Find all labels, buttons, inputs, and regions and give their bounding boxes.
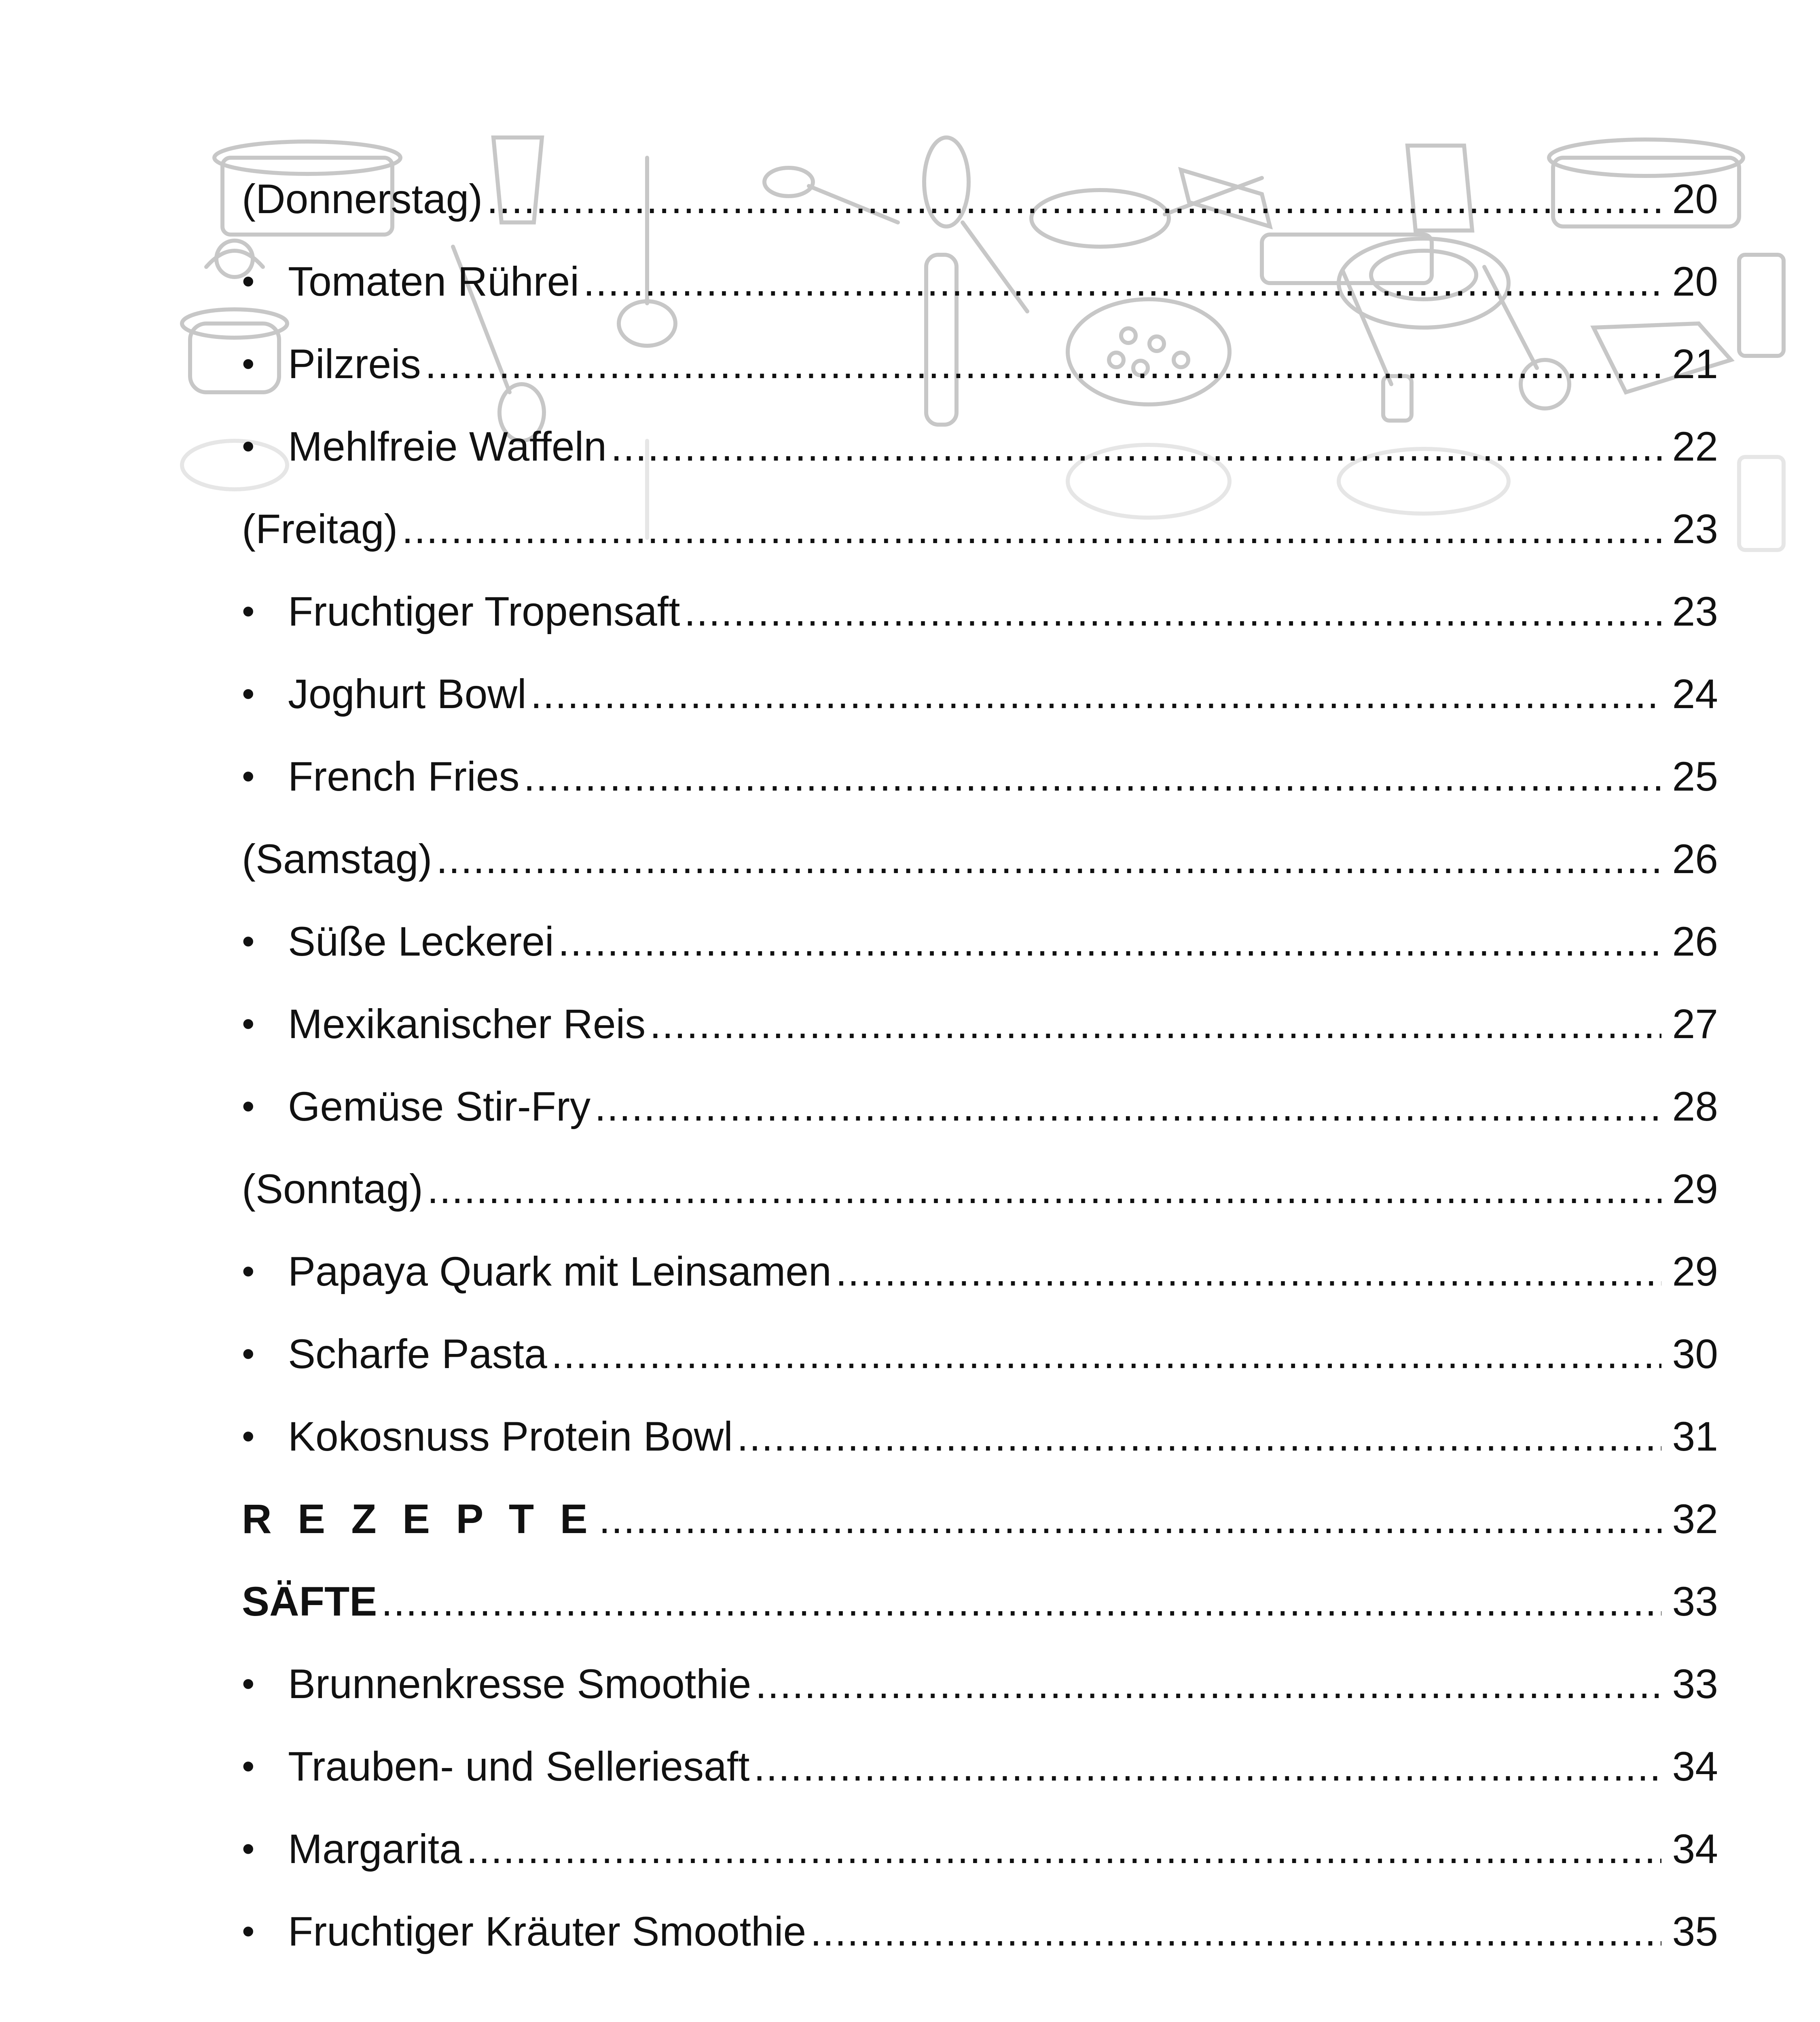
bullet-icon: • xyxy=(242,1004,255,1044)
toc-entry-recipe[interactable] xyxy=(242,1395,1718,1478)
toc-entry-left xyxy=(242,158,1661,240)
toc-entry-left xyxy=(242,735,1661,818)
bullet-icon: • xyxy=(242,756,255,797)
toc-entry-page-number: 33 xyxy=(1672,1578,1718,1624)
toc-entry-page-number: 33 xyxy=(1672,1661,1718,1707)
toc-entry-page-number: 25 xyxy=(1672,753,1718,799)
dot-leader xyxy=(487,158,1661,240)
toc-entry-recipe[interactable] xyxy=(242,900,1718,983)
toc-entry-left xyxy=(242,1148,1661,1230)
toc-entry-page-number: 34 xyxy=(1672,1826,1718,1872)
toc-entry-heading[interactable] xyxy=(242,488,1718,570)
dot-leader xyxy=(755,1643,1661,1725)
dot-leader xyxy=(836,1230,1661,1313)
bullet-icon: • xyxy=(242,1416,255,1457)
toc-entry-page-number: 22 xyxy=(1672,423,1718,470)
dot-leader xyxy=(583,240,1661,323)
toc-entry-heading[interactable] xyxy=(242,1478,1718,1560)
dot-leader xyxy=(381,1560,1661,1643)
toc-entry-title: Trauben- und Selleriesaft xyxy=(288,1743,750,1789)
bullet-icon: • xyxy=(242,674,255,714)
toc-entry-page-number: 20 xyxy=(1672,258,1718,305)
toc-entry-recipe[interactable] xyxy=(242,240,1718,323)
toc-entry-title: (Donnerstag) xyxy=(242,176,483,222)
bullet-icon: • xyxy=(242,1829,255,1869)
toc-entry-recipe[interactable] xyxy=(242,570,1718,653)
toc-entry-left xyxy=(242,1643,1661,1725)
dot-leader xyxy=(523,735,1661,818)
toc-entry-recipe[interactable] xyxy=(242,1065,1718,1148)
table-of-contents xyxy=(242,158,1718,1973)
toc-entry-page-number: 31 xyxy=(1672,1413,1718,1459)
toc-entry-left xyxy=(242,570,1661,653)
toc-entry-left xyxy=(242,240,1661,323)
dot-leader xyxy=(531,653,1661,735)
toc-entry-title: Joghurt Bowl xyxy=(288,671,527,717)
dot-leader xyxy=(754,1725,1661,1808)
toc-entry-left xyxy=(242,488,1661,570)
bullet-icon: • xyxy=(242,1911,255,1952)
toc-entry-title: Scharfe Pasta xyxy=(288,1331,547,1377)
toc-entry-page-number: 34 xyxy=(1672,1743,1718,1789)
toc-entry-title: Brunnenkresse Smoothie xyxy=(288,1661,751,1707)
toc-entry-recipe[interactable] xyxy=(242,735,1718,818)
toc-entry-recipe[interactable] xyxy=(242,405,1718,488)
toc-entry-left xyxy=(242,983,1661,1065)
dot-leader xyxy=(427,1148,1661,1230)
dot-leader xyxy=(684,570,1661,653)
bullet-icon: • xyxy=(242,921,255,962)
toc-entry-title: Kokosnuss Protein Bowl xyxy=(288,1413,733,1459)
toc-entry-left xyxy=(242,1230,1661,1313)
dot-leader xyxy=(810,1890,1661,1973)
toc-entry-title: Fruchtiger Kräuter Smoothie xyxy=(288,1908,806,1954)
toc-entry-recipe[interactable] xyxy=(242,983,1718,1065)
dot-leader xyxy=(558,900,1661,983)
toc-entry-page-number: 32 xyxy=(1672,1496,1718,1542)
toc-entry-page-number: 29 xyxy=(1672,1248,1718,1294)
toc-entry-title: Papaya Quark mit Leinsamen xyxy=(288,1248,832,1294)
bullet-icon: • xyxy=(242,1664,255,1704)
toc-entry-page-number: 23 xyxy=(1672,506,1718,552)
toc-entry-page-number: 24 xyxy=(1672,671,1718,717)
toc-entry-page-number: 23 xyxy=(1672,588,1718,635)
toc-entry-recipe[interactable] xyxy=(242,323,1718,405)
toc-entry-left xyxy=(242,1560,1661,1643)
dot-leader xyxy=(595,1065,1661,1148)
toc-entry-left xyxy=(242,1725,1661,1808)
bullet-icon: • xyxy=(242,1334,255,1374)
dot-leader xyxy=(402,488,1661,570)
toc-entry-page-number: 20 xyxy=(1672,176,1718,222)
toc-entry-title: R E Z E P T E xyxy=(242,1496,595,1542)
toc-entry-title: Mexikanischer Reis xyxy=(288,1001,646,1047)
toc-entry-page-number: 35 xyxy=(1672,1908,1718,1954)
toc-entry-heading[interactable] xyxy=(242,158,1718,240)
toc-entry-recipe[interactable] xyxy=(242,653,1718,735)
toc-entry-left xyxy=(242,1065,1661,1148)
toc-entry-page-number: 26 xyxy=(1672,836,1718,882)
dot-leader xyxy=(737,1395,1661,1478)
toc-entry-recipe[interactable] xyxy=(242,1230,1718,1313)
toc-entry-recipe[interactable] xyxy=(242,1890,1718,1973)
bullet-icon: • xyxy=(242,344,255,384)
toc-entry-left xyxy=(242,1313,1661,1395)
toc-entry-page-number: 26 xyxy=(1672,918,1718,964)
toc-entry-left xyxy=(242,1395,1661,1478)
toc-entry-title: Fruchtiger Tropensaft xyxy=(288,588,680,635)
toc-entry-title: Mehlfreie Waffeln xyxy=(288,423,607,470)
toc-entry-left xyxy=(242,1808,1661,1890)
toc-entry-recipe[interactable] xyxy=(242,1313,1718,1395)
bullet-icon: • xyxy=(242,426,255,467)
toc-entry-page-number: 27 xyxy=(1672,1001,1718,1047)
bullet-icon: • xyxy=(242,1746,255,1787)
toc-entry-title: (Sonntag) xyxy=(242,1166,423,1212)
toc-entry-title: Pilzreis xyxy=(288,341,421,387)
toc-entry-title: Tomaten Rührei xyxy=(288,258,580,305)
toc-entry-title: Margarita xyxy=(288,1826,462,1872)
toc-entry-page-number: 30 xyxy=(1672,1331,1718,1377)
toc-entry-left xyxy=(242,1890,1661,1973)
toc-entry-left xyxy=(242,653,1661,735)
toc-entry-title: French Fries xyxy=(288,753,520,799)
toc-entry-heading[interactable] xyxy=(242,1148,1718,1230)
dot-leader xyxy=(611,405,1661,488)
bullet-icon: • xyxy=(242,1086,255,1127)
toc-entry-heading[interactable] xyxy=(242,818,1718,900)
dot-leader xyxy=(425,323,1661,405)
toc-entry-page-number: 29 xyxy=(1672,1166,1718,1212)
toc-entry-recipe[interactable] xyxy=(242,1643,1718,1725)
dot-leader xyxy=(650,983,1661,1065)
toc-entry-recipe[interactable] xyxy=(242,1725,1718,1808)
toc-entry-page-number: 28 xyxy=(1672,1083,1718,1129)
toc-entry-left xyxy=(242,818,1661,900)
bullet-icon: • xyxy=(242,261,255,302)
dot-leader xyxy=(551,1313,1661,1395)
toc-entry-title: (Samstag) xyxy=(242,836,432,882)
toc-entry-title: SÄFTE xyxy=(242,1578,377,1624)
toc-entry-recipe[interactable] xyxy=(242,1808,1718,1890)
toc-entry-title: Gemüse Stir-Fry xyxy=(288,1083,591,1129)
bullet-icon: • xyxy=(242,1251,255,1292)
toc-entry-title: (Freitag) xyxy=(242,506,398,552)
dot-leader xyxy=(599,1478,1661,1560)
toc-entry-title: Süße Leckerei xyxy=(288,918,554,964)
toc-entry-left xyxy=(242,405,1661,488)
toc-entry-page-number: 21 xyxy=(1672,341,1718,387)
dot-leader xyxy=(436,818,1661,900)
toc-entry-left xyxy=(242,900,1661,983)
dot-leader xyxy=(466,1808,1661,1890)
bullet-icon: • xyxy=(242,591,255,632)
toc-entry-left xyxy=(242,1478,1661,1560)
toc-entry-heading[interactable] xyxy=(242,1560,1718,1643)
toc-entry-left xyxy=(242,323,1661,405)
